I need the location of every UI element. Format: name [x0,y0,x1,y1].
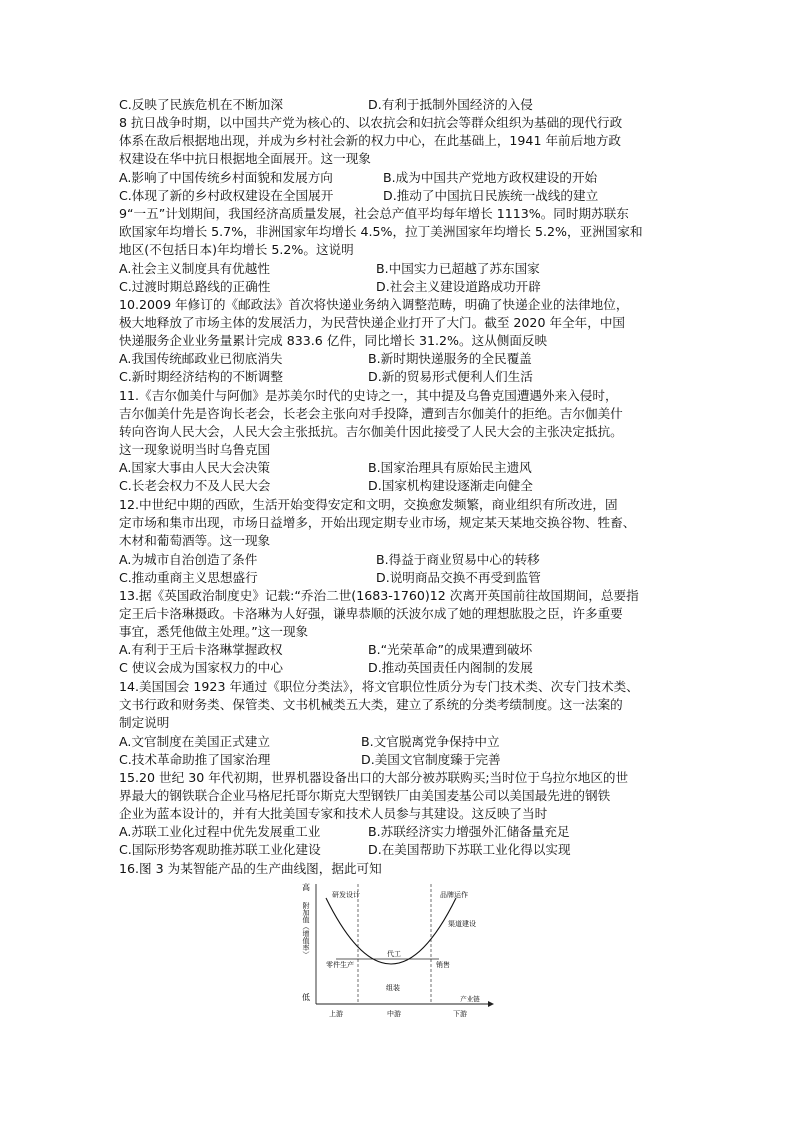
answer-option: D.推动英国责任内阁制的发展 [368,660,533,675]
question-line: 事宜，悉凭他做主处理。”这一现象 [119,624,309,639]
answer-option: C.推动重商主义思想盛行 [119,570,258,585]
answer-option: A.苏联工业化过程中优先发展重工业 [119,824,321,839]
y-label-value: 附加值（增值率） [302,902,310,958]
question-line: 企业为蓝本设计的，并有大批美国专家和技术人员参与其建设。这反映了当时 [119,806,548,821]
label-parts: 零件生产 [326,961,354,969]
segment-upstream: 上游 [329,1010,343,1018]
label-rd: 研发设计 [332,891,360,899]
answer-option: D.美国文官制度臻于完善 [361,752,501,767]
answer-option: D.社会主义建设道路成功开辟 [376,279,541,294]
label-assembly: 组装 [386,984,400,992]
answer-option: A.我国传统邮政业已彻底消失 [119,351,283,366]
question-line: 定王后卡洛琳摄政。卡洛琳为人好强，谦卑恭顺的沃波尔成了她的理想肱股之臣，许多重要 [119,606,623,621]
segment-midstream: 中游 [387,1010,401,1018]
smile-curve-svg [276,880,496,1020]
answer-option: A.文官制度在美国正式建立 [119,734,270,749]
question-line: 木材和葡萄酒等。这一现象 [119,533,271,548]
question-line: 定市场和集市出现，市场日益增多，开始出现定期专业市场，规定某天某地交换谷物、牲畜、 [119,515,636,530]
segment-downstream: 下游 [453,1010,467,1018]
x-axis-arrow [488,1001,494,1007]
x-label: 产业链 [460,995,480,1003]
question-line: 15.20 世纪 30 年代初期，世界机器设备出口的大部分被苏联购买;当时位于乌拉尔地区的世 [119,770,629,785]
answer-option: C.技术革命助推了国家治理 [119,752,271,767]
question-line: 体系在敌后根据地出现，并成为乡村社会新的权力中心，在此基础上，1941 年前后地方政 [119,133,622,148]
question-line: 转向咨询人民大会，人民大会主张抵抗。吉尔伽美什因此接受了人民大会的主张决定抵抗。 [119,424,623,439]
answer-option: A.有利于王后卡洛琳掌握政权 [119,642,283,657]
question-line: 吉尔伽美什先是咨询长老会，长老会主张向对手投降，遭到吉尔伽美什的拒绝。吉尔伽美什 [119,406,623,421]
answer-option: C.国际形势客观助推苏联工业化建设 [119,842,321,857]
label-oem: 代工 [387,950,401,958]
answer-option: B.得益于商业贸易中心的转移 [376,552,540,567]
answer-option: C 使议会成为国家权力的中心 [119,660,283,675]
question-line: 14.美国国会 1923 年通过《职位分类法》，将文官职位性质分为专门技术类、次专门技术类、 [119,679,639,694]
label-channel: 渠道建设 [448,920,476,928]
answer-option: B.成为中国共产党地方政权建设的开始 [383,170,598,185]
answer-option: A.影响了中国传统乡村面貌和发展方向 [119,170,333,185]
answer-option: D.有利于抵制外国经济的入侵 [368,97,533,112]
answer-option: B.“光荣革命”的成果遭到破坏 [368,642,533,657]
answer-option: A.社会主义制度具有优越性 [119,261,270,276]
answer-option: D.国家机构建设逐渐走向健全 [368,478,533,493]
answer-option: A.为城市自治创造了条件 [119,552,258,567]
smile-curve-figure [276,880,496,1020]
question-line: 16.图 3 为某智能产品的生产曲线图，据此可知 [119,861,382,876]
answer-option: B.苏联经济实力增强外汇储备量充足 [368,824,570,839]
answer-option: B.新时期快递服务的全民覆盖 [368,351,532,366]
answer-option: C.体现了新的乡村政权建设在全国展开 [119,188,334,203]
answer-option: C.过渡时期总路线的正确性 [119,279,271,294]
answer-option: D.说明商品交换不再受到监管 [376,570,541,585]
question-line: 8 抗日战争时期，以中国共产党为核心的、以农抗会和妇抗会等群众组织为基础的现代行政 [119,115,623,130]
label-sales: 销售 [436,961,450,969]
question-line: 11.《吉尔伽美什与阿伽》是苏美尔时代的史诗之一，其中提及乌鲁克国遭遇外来入侵时， [119,388,618,403]
answer-option: B.国家治理具有原始民主遗风 [368,460,532,475]
question-line: 极大地释放了市场主体的发展活力，为民营快递企业打开了大门。截至 2020 年全年，中国 [119,315,626,330]
question-line: 13.据《英国政治制度史》记载:“乔治二世(1683-1760)12 次离开英国前往故国期间，总要指 [119,588,639,603]
answer-option: C.反映了民族危机在不断加深 [119,97,283,112]
y-label-high: 高 [302,883,310,892]
answer-option: C.长老会权力不及人民大会 [119,478,271,493]
question-line: 界最大的钢铁联合企业马格尼托哥尔斯克大型钢铁厂由美国麦基公司以美国最先进的钢铁 [119,788,611,803]
question-line: 10.2009 年修订的《邮政法》首次将快递业务纳入调整范畴，明确了快递企业的法律地位， [119,297,629,312]
question-line: 欧国家年均增长 5.7%，非洲国家年均增长 4.5%，拉丁美洲国家年均增长 5.2%，亚洲国家和 [119,224,643,239]
answer-option: B.文官脱离党争保持中立 [361,734,500,749]
question-line: 制定说明 [119,715,170,730]
question-line: 这一现象说明当时乌鲁克国 [119,442,271,457]
question-line: 地区(不包括日本)年均增长 5.2%。这说明 [119,242,354,257]
answer-option: C.新时期经济结构的不断调整 [119,369,283,384]
question-line: 权建设在华中抗日根据地全面展开。这一现象 [119,151,371,166]
answer-option: A.国家大事由人民大会决策 [119,460,270,475]
answer-option: D.新的贸易形式便利人们生活 [368,369,533,384]
label-brand: 品牌运作 [440,891,468,899]
question-line: 快递服务企业业务量累计完成 833.6 亿件，同比增长 31.2%。这从侧面反映 [119,333,548,348]
question-line: 12.中世纪中期的西欧，生活开始变得安定和文明，交换愈发频繁，商业组织有所改进，固 [119,497,618,512]
answer-option: D.推动了中国抗日民族统一战线的建立 [383,188,599,203]
answer-option: B.中国实力已超越了苏东国家 [376,261,540,276]
question-line: 9“一五”计划期间，我国经济高质量发展，社会总产值平均每年增长 1113%。同时期苏联东 [119,206,629,221]
y-label-low: 低 [302,993,310,1002]
answer-option: D.在美国帮助下苏联工业化得以实现 [368,842,571,857]
question-line: 文书行政和财务类、保管类、文书机械类五大类，建立了系统的分类考绩制度。这一法案的 [119,697,623,712]
